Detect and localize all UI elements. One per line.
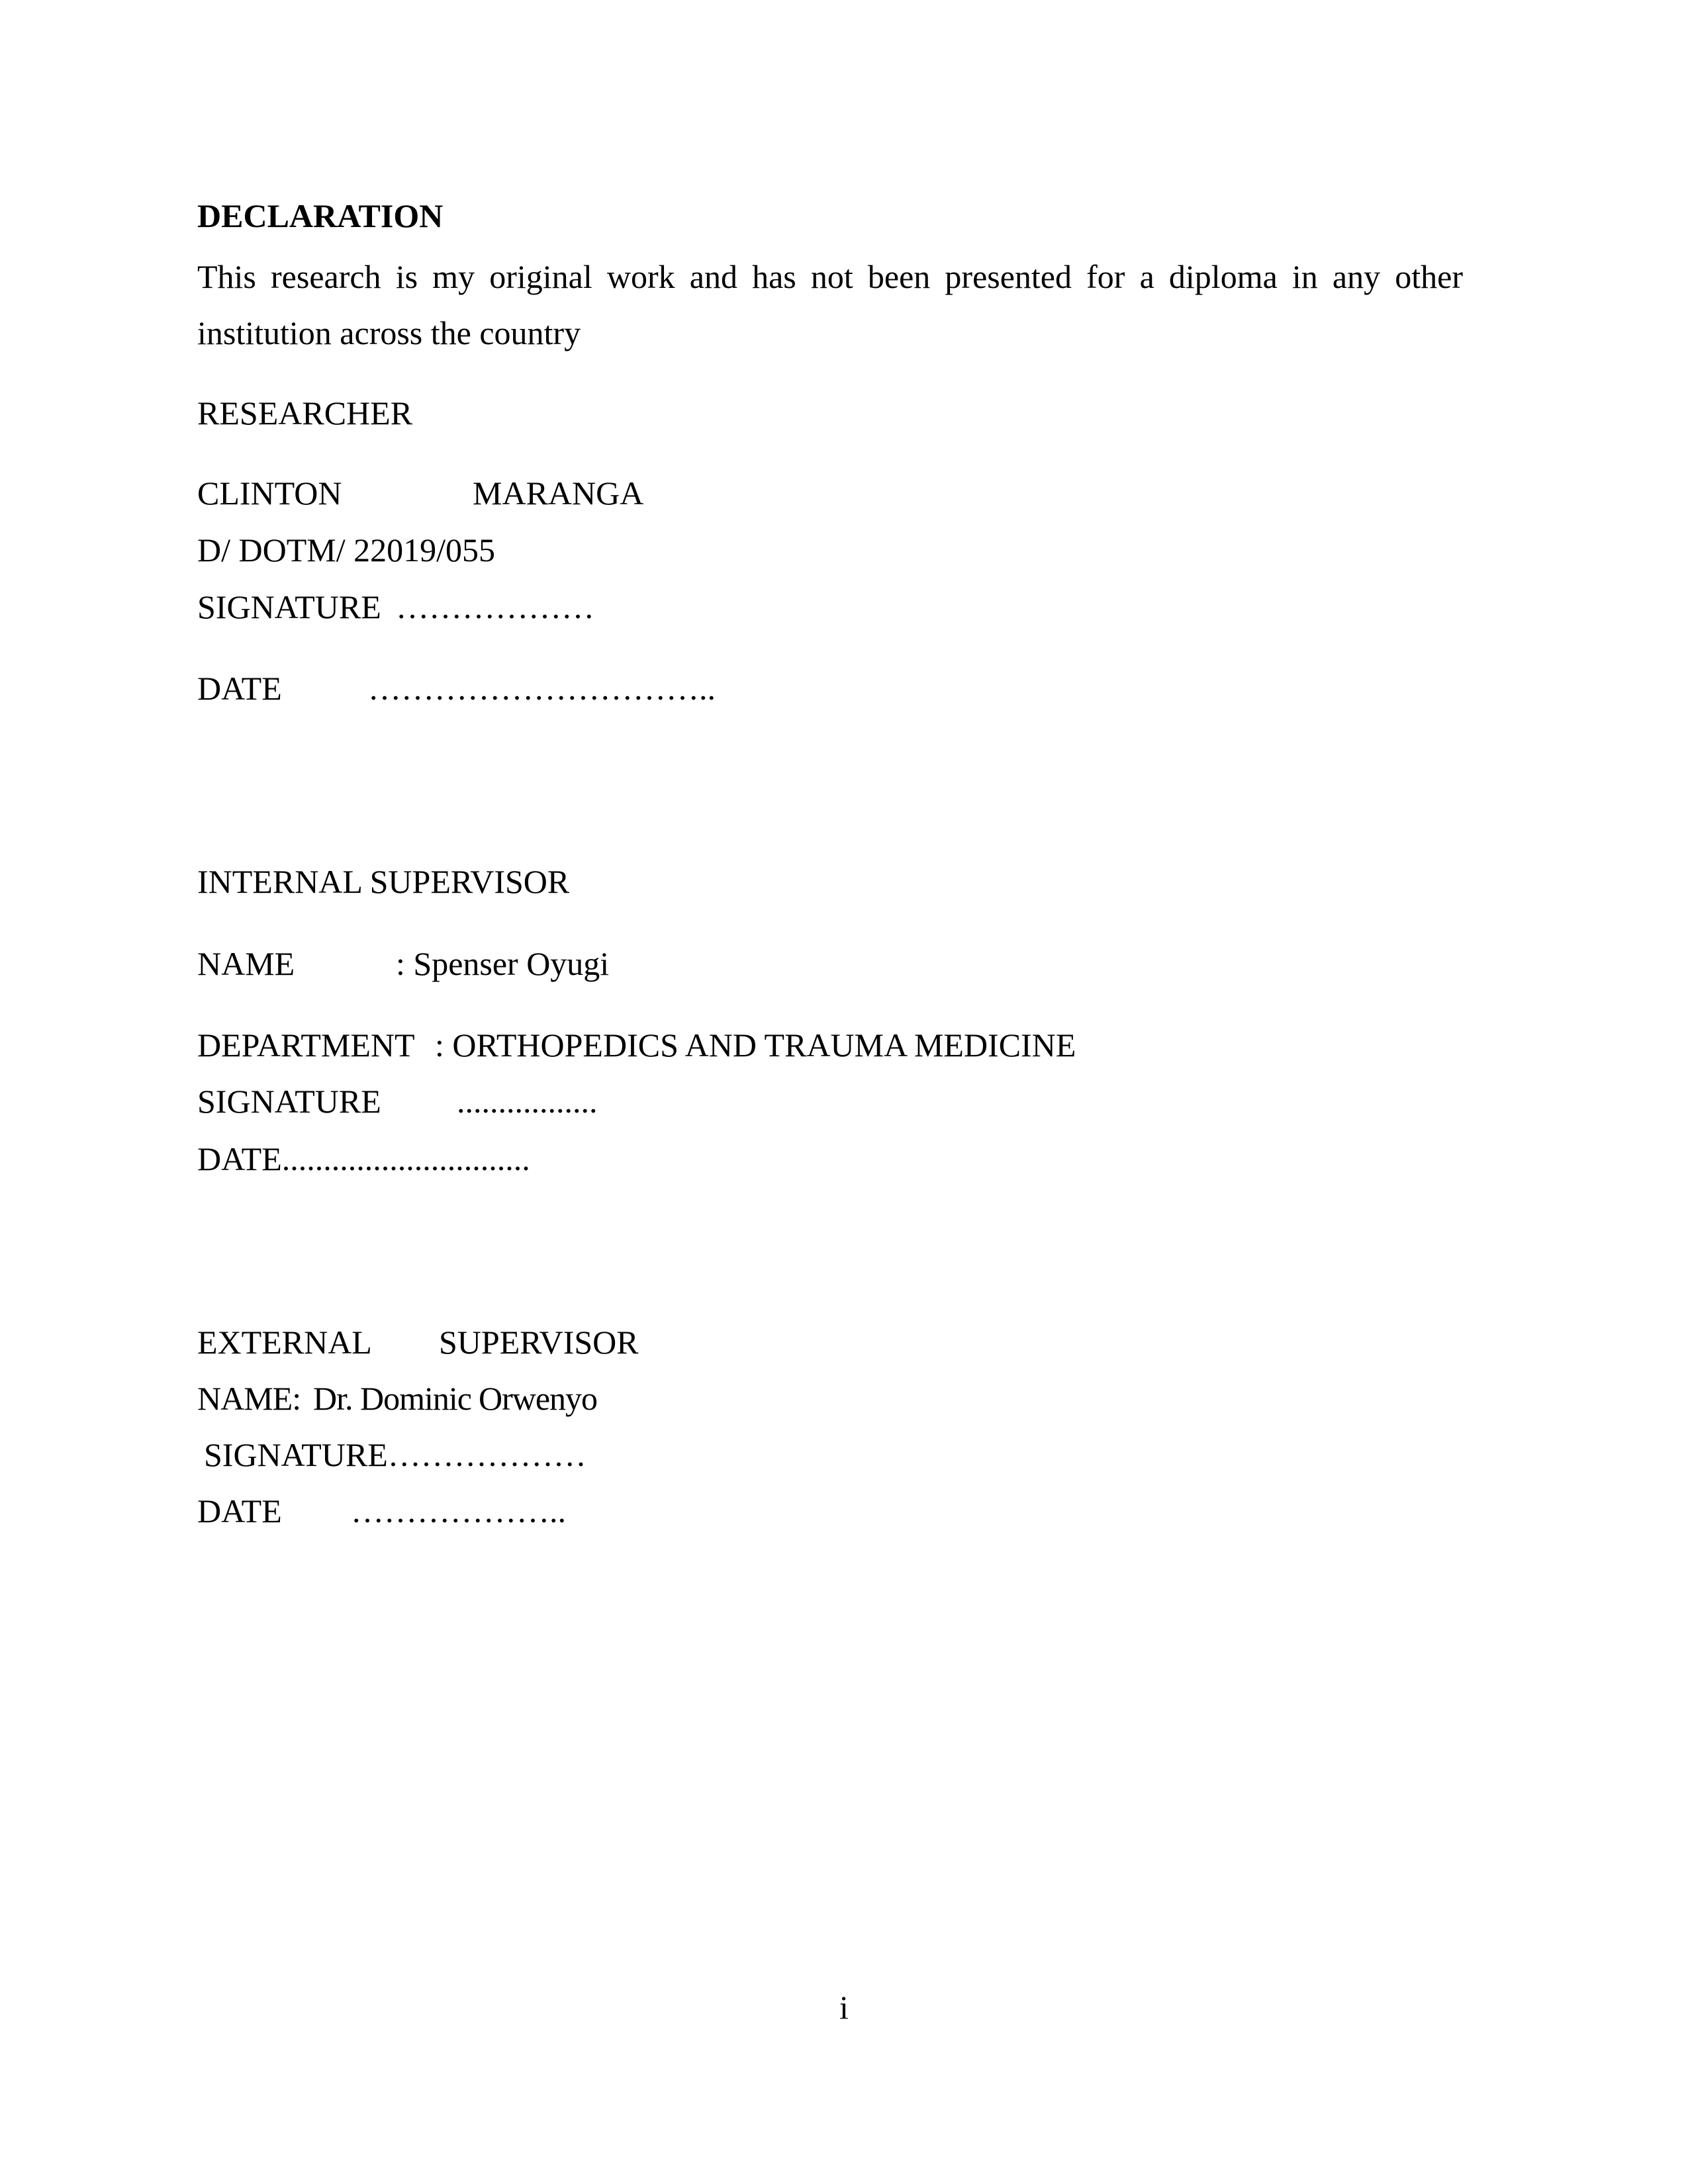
external-supervisor-heading (197, 1322, 639, 1362)
declaration-statement-line-1: This research is my original work and has not been presented for a diploma in any other (197, 258, 1463, 295)
researcher-reg-number: D/ DOTM/ 22019/055 (197, 531, 495, 569)
external-supervisor-name-first: Dr. Dominic (313, 1380, 471, 1417)
external-supervisor-signature-line: SIGNATURE……………… (204, 1436, 586, 1473)
internal-supervisor-heading: INTERNAL SUPERVISOR (197, 863, 570, 900)
external-supervisor-name-line (197, 1379, 597, 1418)
researcher-date-label: DATE (197, 670, 282, 707)
researcher-signature-label: SIGNATURE (197, 588, 381, 625)
external-supervisor-name-last: Orwenyo (479, 1380, 598, 1417)
internal-supervisor-department-label: DEPARTMENT (197, 1026, 415, 1064)
external-supervisor-name-label: NAME: (197, 1380, 301, 1417)
declaration-statement (197, 257, 1463, 353)
external-supervisor-date-line (197, 1491, 566, 1531)
researcher-last-name: MARANGA (473, 475, 644, 512)
external-supervisor-heading-part-2: SUPERVISOR (439, 1324, 639, 1361)
external-supervisor-heading-part-1: EXTERNAL (197, 1324, 372, 1361)
internal-supervisor-name-line (197, 944, 609, 983)
internal-supervisor-signature-dots: ................. (457, 1083, 598, 1120)
internal-supervisor-signature-label: SIGNATURE (197, 1083, 381, 1120)
researcher-heading: RESEARCHER (197, 394, 413, 432)
internal-supervisor-department-value: : ORTHOPEDICS AND TRAUMA MEDICINE (435, 1026, 1076, 1064)
internal-supervisor-name-label: NAME (197, 945, 295, 982)
internal-supervisor-name-value: : Spenser Oyugi (396, 945, 610, 982)
internal-supervisor-signature-line (197, 1081, 598, 1121)
internal-supervisor-date-line: DATE.............................. (197, 1140, 530, 1177)
page-number: i (839, 1989, 849, 2026)
external-supervisor-date-dots: ……………….. (351, 1492, 566, 1529)
researcher-date-dots: ………………………….. (368, 670, 716, 707)
internal-supervisor-department-line (197, 1025, 1076, 1065)
researcher-signature-dots: ……………… (396, 588, 594, 625)
declaration-title: DECLARATION (197, 197, 444, 234)
external-supervisor-date-label: DATE (197, 1492, 282, 1529)
researcher-first-name: CLINTON (197, 475, 342, 512)
declaration-statement-line-2: institution across the country (197, 314, 581, 351)
researcher-signature-line (197, 587, 594, 627)
researcher-date-line (197, 668, 716, 708)
researcher-name (197, 473, 643, 513)
